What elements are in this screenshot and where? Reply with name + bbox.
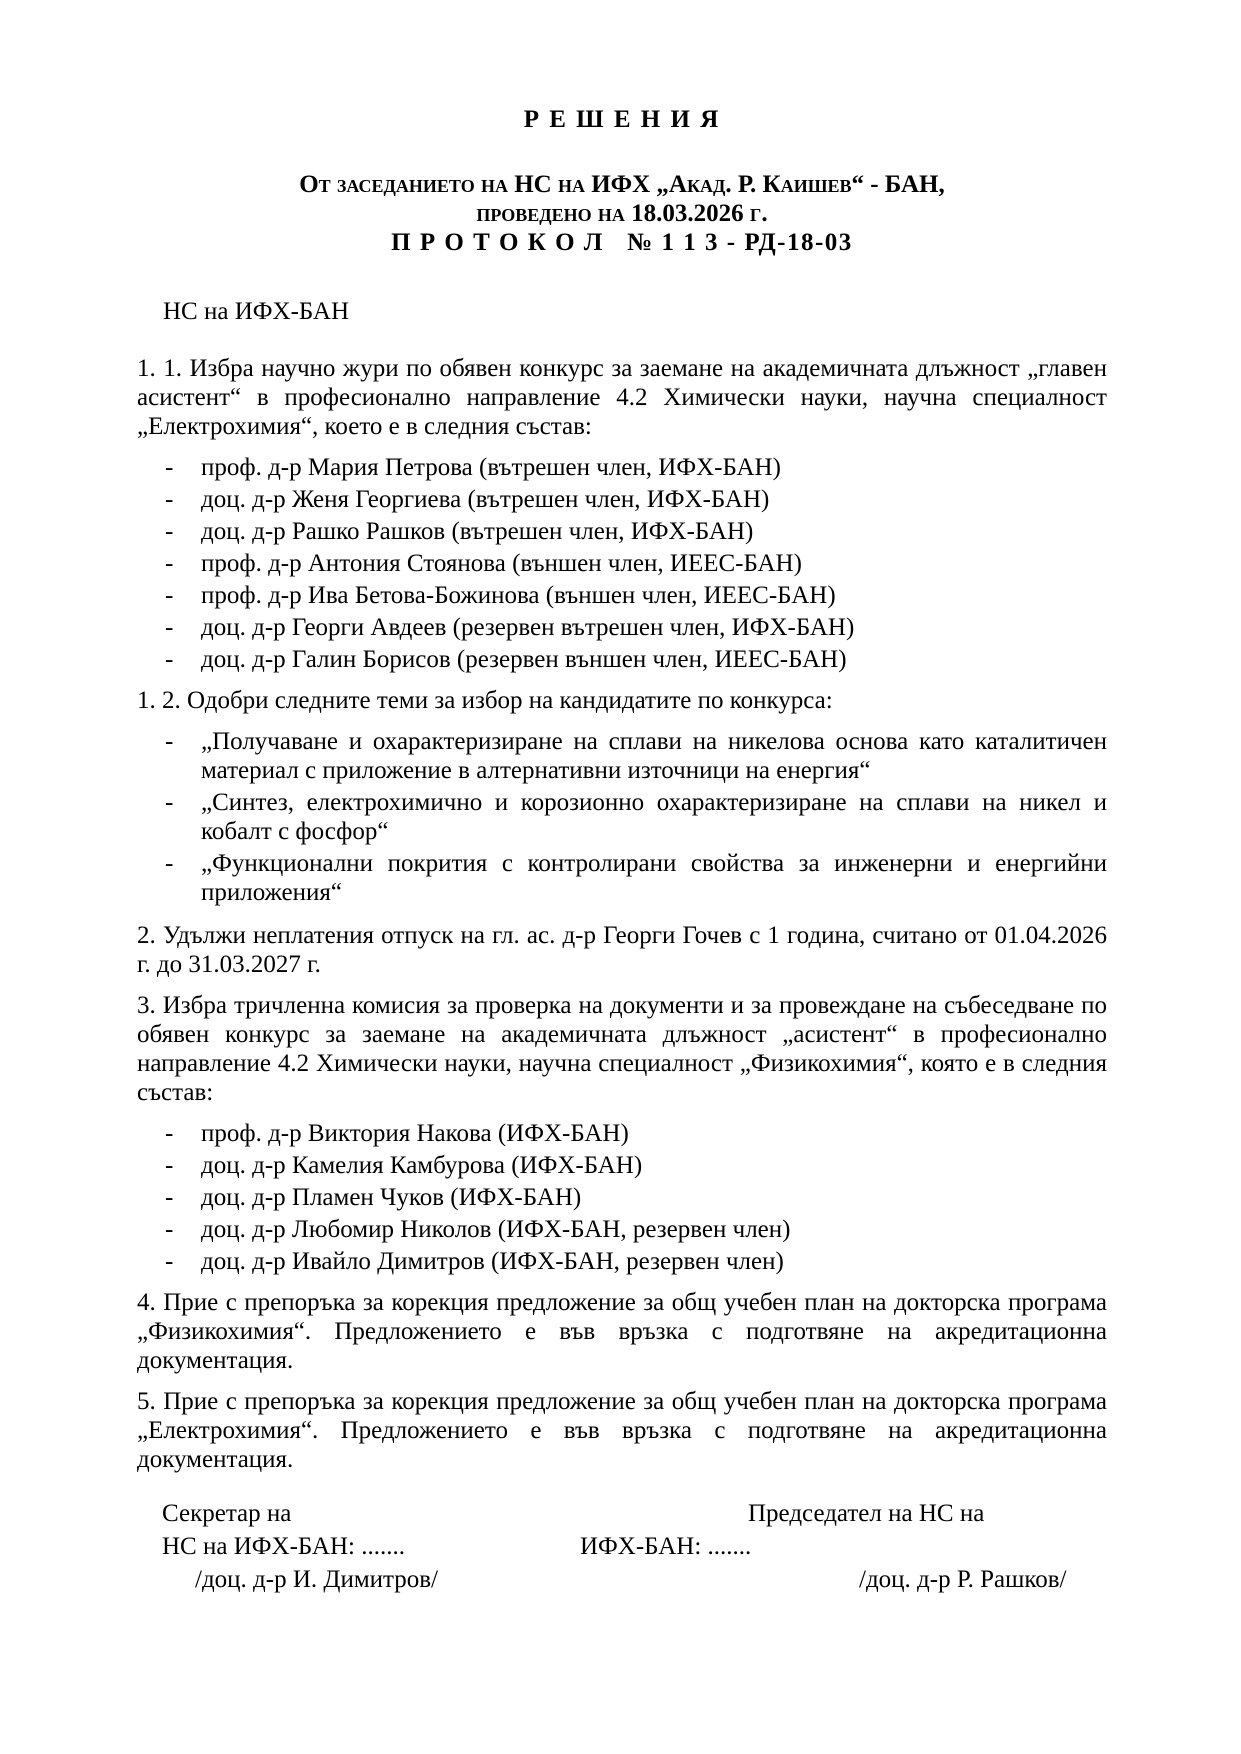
commission-member-name: доц. д-р Камелия Камбурова (ИФХ-БАН) <box>201 1152 643 1179</box>
jury-member-name: проф. д-р Ива Бетова-Божинова (външен член, ИЕЕС-БАН) <box>201 582 836 609</box>
list-bullet: - <box>165 518 174 545</box>
decision-1-1-paragraph: 1. 1. Избра научно жури по обявен конкурс за заемане на академичната длъжност „главен асистент“ в професионално направление 4.2 Химически науки, научна специалност „Електрохимия“, което е в следния състав: <box>137 355 1107 440</box>
list-bullet: - <box>165 789 174 816</box>
jury-member-name: доц. д-р Рашко Рашков (вътрешен член, ИФХ-БАН) <box>201 518 754 545</box>
jury-member-name: доц. д-р Женя Георгиева (вътрешен член, ИФХ-БАН) <box>201 486 770 513</box>
chairman-org-line: ИФХ-БАН: ....... <box>580 1533 752 1560</box>
signature-block <box>137 1499 1107 1639</box>
jury-member-name: доц. д-р Галин Борисов (резервен външен член, ИЕЕС-БАН) <box>201 646 847 673</box>
jury-list-item <box>137 517 1107 546</box>
decision-4-paragraph: 4. Прие с препоръка за корекция предложение за общ учебен план на докторска програма „Физикохимия“. Предложението е във връзка с подготвяне на акредитационна документация. <box>137 1289 1107 1374</box>
list-bullet: - <box>165 550 174 577</box>
topic-title: „Синтез, електрохимично и корозионно охарактеризиране на сплави на никел и кобалт с фосфор“ <box>201 789 1107 845</box>
commission-member-name: проф. д-р Виктория Накова (ИФХ-БАН) <box>201 1120 629 1147</box>
commission-list-item <box>137 1151 1107 1180</box>
jury-member-name: доц. д-р Георги Авдеев (резервен вътрешен член, ИФХ-БАН) <box>201 614 855 641</box>
commission-list-item <box>137 1183 1107 1212</box>
jury-list-item <box>137 613 1107 642</box>
list-bullet: - <box>165 614 174 641</box>
commission-member-name: доц. д-р Пламен Чуков (ИФХ-БАН) <box>201 1184 582 1211</box>
list-bullet: - <box>165 728 174 755</box>
list-bullet: - <box>165 1152 174 1179</box>
document-header <box>137 170 1107 257</box>
chairman-title: Председател на НС на <box>748 1500 985 1527</box>
document-title: Р Е Ш Е Н И Я <box>523 106 721 133</box>
list-bullet: - <box>165 1184 174 1211</box>
commission-member-name: доц. д-р Ивайло Димитров (ИФХ-БАН, резервен член) <box>201 1248 784 1275</box>
topic-title: „Получаване и охарактеризиране на сплави на никелова основа като каталитичен материал с приложение в алтернативни източници на енергия“ <box>201 728 1107 784</box>
secretary-org-line: НС на ИФХ-БАН: ....... <box>162 1533 405 1560</box>
jury-list-item <box>137 485 1107 514</box>
chairman-name: /доц. д-р Р. Рашков/ <box>859 1566 1067 1593</box>
secretary-title: Секретар на <box>162 1500 292 1527</box>
list-bullet: - <box>165 1120 174 1147</box>
list-bullet: - <box>165 582 174 609</box>
jury-list-item <box>137 645 1107 674</box>
topic-list-item <box>137 849 1107 907</box>
held-date-line: проведено на 18.03.2026 г. <box>476 200 768 227</box>
list-bullet: - <box>165 1248 174 1275</box>
jury-member-name: проф. д-р Мария Петрова (вътрешен член, ИФХ-БАН) <box>201 454 781 481</box>
secretary-name: /доц. д-р И. Димитров/ <box>195 1566 439 1593</box>
protocol-number-line: П Р О Т О К О Л № 1 1 3 - РД-18-03 <box>391 229 853 256</box>
commission-list-item <box>137 1215 1107 1244</box>
topics-list <box>137 727 1107 907</box>
jury-list <box>137 453 1107 674</box>
list-bullet: - <box>165 850 174 877</box>
list-bullet: - <box>165 1216 174 1243</box>
meeting-line: От заседанието на НС на ИФХ „Акад. Р. Каишев“ - БАН, <box>299 171 945 198</box>
commission-list <box>137 1119 1107 1276</box>
decision-5-paragraph: 5. Прие с препоръка за корекция предложение за общ учебен план на докторска програма „Електрохимия“. Предложението е във връзка с подготвяне на акредитационна документация. <box>137 1388 1107 1473</box>
decision-3-paragraph: 3. Избра тричленна комисия за проверка на документи и за провеждане на събеседване по обявен конкурс за заемане на академичната длъжност „асистент“ в професионално направление 4.2 Химически науки, научна специалност „Физикохимия“, която е в следния състав: <box>137 992 1107 1106</box>
jury-member-name: проф. д-р Антония Стоянова (външен член, ИЕЕС-БАН) <box>201 550 802 577</box>
jury-list-item <box>137 549 1107 578</box>
topic-list-item <box>137 788 1107 846</box>
jury-list-item <box>137 581 1107 610</box>
decision-2-paragraph: 2. Удължи неплатения отпуск на гл. ас. д-р Георги Гочев с 1 година, считано от 01.04.2026 г. до 31.03.2027 г. <box>137 922 1107 978</box>
commission-list-item <box>137 1119 1107 1148</box>
list-bullet: - <box>165 454 174 481</box>
commission-list-item <box>137 1247 1107 1276</box>
topic-list-item <box>137 727 1107 785</box>
document-content <box>137 105 1107 1639</box>
topic-title: „Функционални покрития с контролирани свойства за инженерни и енергийни приложения“ <box>201 850 1107 906</box>
list-bullet: - <box>165 646 174 673</box>
addressee-line: НС на ИФХ-БАН <box>163 298 350 325</box>
list-bullet: - <box>165 486 174 513</box>
jury-list-item <box>137 453 1107 482</box>
decision-1-2-paragraph: 1. 2. Одобри следните теми за избор на кандидатите по конкурса: <box>137 687 833 714</box>
commission-member-name: доц. д-р Любомир Николов (ИФХ-БАН, резервен член) <box>201 1216 791 1243</box>
